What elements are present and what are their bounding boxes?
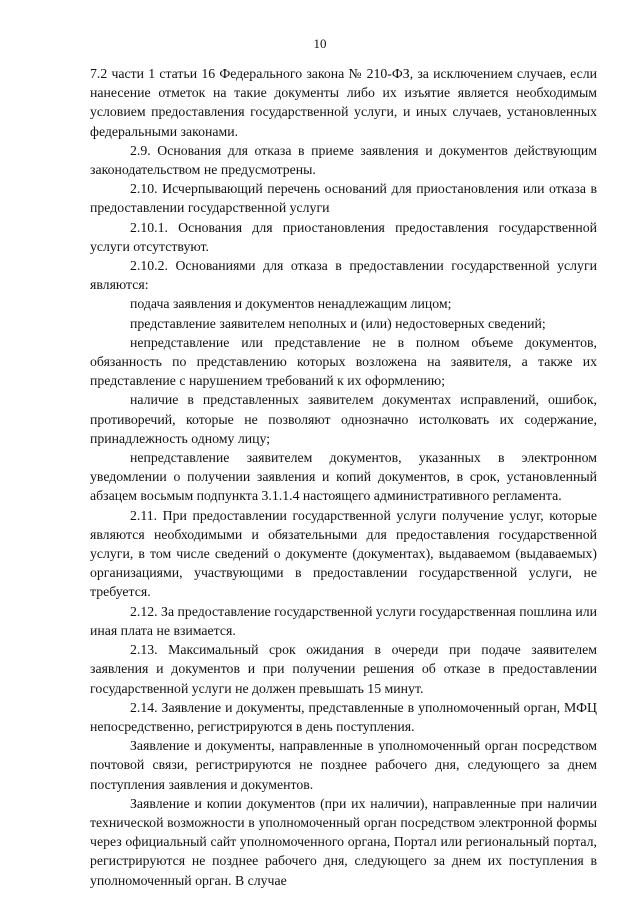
page-number: 10 <box>313 36 327 51</box>
paragraph: представление заявителем неполных и (или) недостоверных сведений; <box>130 315 546 331</box>
paragraph: 2.10.1. Основания для приостановления предоставления государственной услуги отсутствуют. <box>90 219 597 254</box>
paragraph: наличие в представленных заявителем документах исправлений, ошибок, противоречий, которые не позволяют однозначно истолковать их содержание, принадлежность одному лицу; <box>90 392 597 446</box>
paragraph: непредставление заявителем документов, указанных в электронном уведомлении о получении заявления и копий документов, в срок, установленный абзацем восьмым подпункта 3.1.1.4 настоящего административного регламента. <box>90 450 597 504</box>
paragraph: непредставление или представление не в полном объеме документов, обязанность по представлению которых возложена на заявителя, а также их представление с нарушением требований к их оформлению; <box>90 334 597 389</box>
document-body <box>90 64 597 890</box>
paragraph: 7.2 части 1 статьи 16 Федерального закона № 210-ФЗ, за исключением случаев, если нанесение отметок на такие документы либо их изъятие является необходимым условием предоставления государственной услуги, и иных случаев, установленных федеральными законами. <box>90 66 597 139</box>
paragraph: Заявление и копии документов (при их наличии), направленные при наличии технической возможности в уполномоченный орган посредством электронной формы через официальный сайт уполномоченного органа, Портал или региональный портал, регистрируются не позднее рабочего дня, следующего за днем их поступления в уполномоченный орган. В случае <box>90 795 597 888</box>
paragraph: 2.9. Основания для отказа в приеме заявления и документов действующим законодательством не предусмотрены. <box>90 142 597 178</box>
paragraph: 2.11. При предоставлении государственной услуги получение услуг, которые являются необходимыми и обязательными для предоставления государственной услуги, в том числе сведений о документе (документах), выдаваемом (выдаваемых) организациями, участвующими в предоставлении государственной услуги, не требуется. <box>90 507 597 600</box>
paragraph: 2.13. Максимальный срок ожидания в очереди при подаче заявителем заявления и документов и при получении решения об отказе в предоставлении государственной услуги не должен превышать 15 минут. <box>90 642 597 696</box>
paragraph: 2.12. За предоставление государственной услуги государственная пошлина или иная плата не взимается. <box>90 603 597 638</box>
paragraph: 2.10. Исчерпывающий перечень оснований для приостановления или отказа в предоставлении государственной услуги <box>90 181 597 216</box>
paragraph: 2.14. Заявление и документы, представленные в уполномоченный орган, МФЦ непосредственно, регистрируются в день поступления. <box>90 699 597 734</box>
paragraph: Заявление и документы, направленные в уполномоченный орган посредством почтовой связи, регистрируются не позднее рабочего дня, следующего за днем поступления заявления и документов. <box>90 738 597 792</box>
paragraph: 2.10.2. Основаниями для отказа в предоставлении государственной услуги являются: <box>90 258 597 293</box>
paragraph: подача заявления и документов ненадлежащим лицом; <box>130 296 452 312</box>
